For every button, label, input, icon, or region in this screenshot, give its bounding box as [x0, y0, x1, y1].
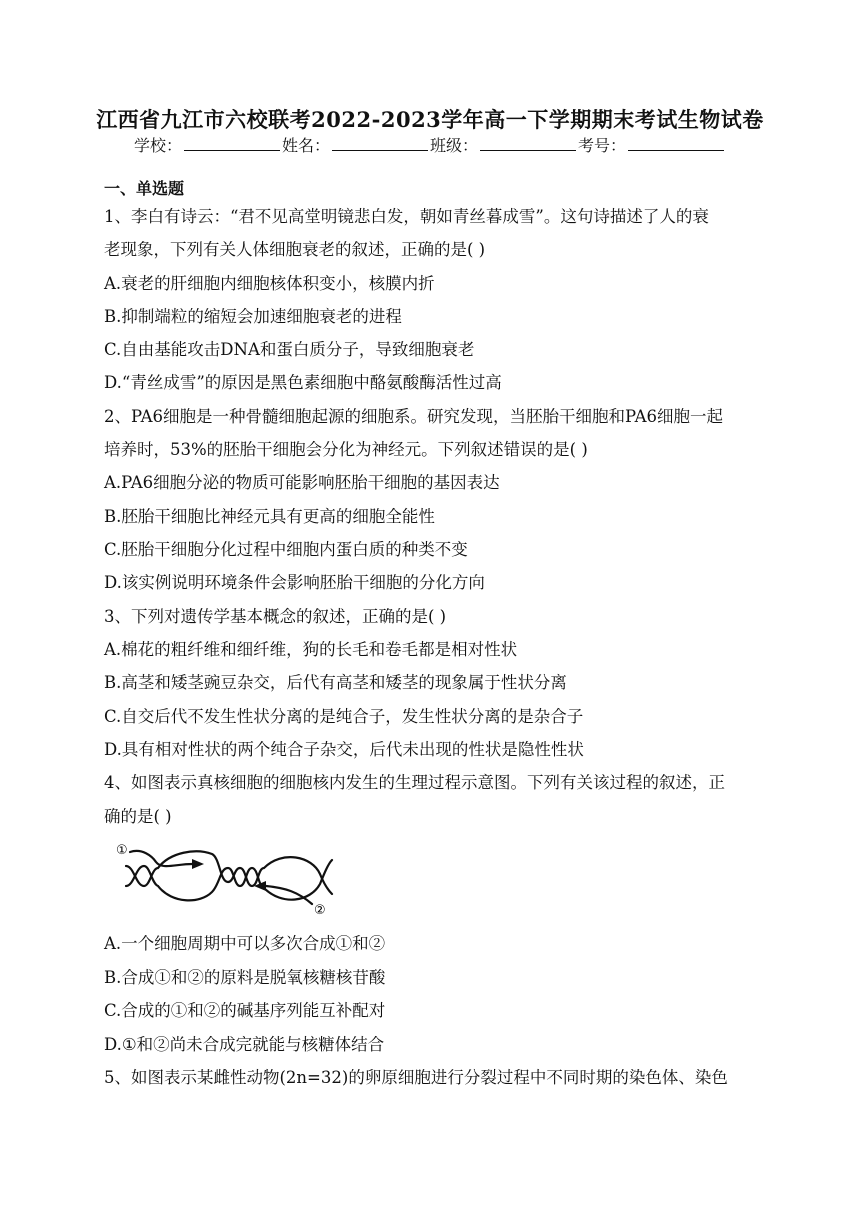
question-1-option-c: C.自由基能攻击DNA和蛋白质分子，导致细胞衰老 [104, 340, 475, 359]
dna-strand-a [126, 851, 332, 894]
label-2-marker: ② [314, 903, 326, 918]
question-3-stem: 3、下列对遗传学基本概念的叙述，正确的是( ) [104, 607, 447, 626]
dna-strand-b [126, 860, 332, 900]
question-5-stem-line-1: 5、如图表示某雌性动物(2n=32)的卵原细胞进行分裂过程中不同时期的染色体、染色 [104, 1068, 728, 1087]
exam-title: 江西省九江市六校联考2022-2023学年高一下学期期末考试生物试卷 [96, 107, 764, 132]
student-info-fields [0, 133, 860, 156]
question-3-option-b: B.高茎和矮茎豌豆杂交，后代有高茎和矮茎的现象属于性状分离 [104, 673, 567, 692]
question-1-stem-line-1: 1、李白有诗云：“君不见高堂明镜悲白发，朝如青丝暮成雪”。这句诗描述了人的衰 [104, 207, 709, 226]
question-3-option-c: C.自交后代不发生性状分离的是纯合子，发生性状分离的是杂合子 [104, 707, 584, 726]
question-2-option-d: D.该实例说明环境条件会影响胚胎干细胞的分化方向 [104, 573, 485, 592]
label-1-marker: ① [116, 843, 128, 858]
class-blank[interactable] [480, 136, 576, 151]
exam-number-label: 考号： [578, 136, 627, 155]
question-1-option-a: A.衰老的肝细胞内细胞核体积变小，核膜内折 [104, 274, 435, 293]
section-heading: 一、单选题 [104, 179, 185, 198]
question-2-stem-line-1: 2、PA6细胞是一种骨髓细胞起源的细胞系。研究发现，当胚胎干细胞和PA6细胞一起 [104, 407, 723, 426]
question-2-option-c: C.胚胎干细胞分化过程中细胞内蛋白质的种类不变 [104, 540, 468, 559]
question-4-stem-line-1: 4、如图表示真核细胞的细胞核内发生的生理过程示意图。下列有关该过程的叙述，正 [104, 773, 725, 792]
name-label: 姓名： [281, 136, 330, 155]
question-3-option-a: A.棉花的粗纤维和细纤维，狗的长毛和卷毛都是相对性状 [104, 640, 518, 659]
question-4-stem-line-2: 确的是( ) [104, 807, 172, 826]
question-4-option-b: B.合成①和②的原料是脱氧核糖核苷酸 [104, 968, 386, 987]
question-2-option-b: B.胚胎干细胞比神经元具有更高的细胞全能性 [104, 507, 435, 526]
question-1-option-d: D.“青丝成雪”的原因是黑色素细胞中酪氨酸酶活性过高 [104, 373, 502, 392]
question-1-stem-line-2: 老现象，下列有关人体细胞衰老的叙述，正确的是( ) [104, 240, 486, 259]
question-3-option-d: D.具有相对性状的两个纯合子杂交，后代未出现的性状是隐性性状 [104, 740, 584, 759]
question-4-option-d: D.①和②尚未合成完就能与核糖体结合 [104, 1035, 385, 1054]
question-1-option-b: B.抑制端粒的缩短会加速细胞衰老的进程 [104, 307, 402, 326]
exam-number-blank[interactable] [628, 136, 724, 151]
class-label: 班级： [430, 136, 479, 155]
school-label: 学校： [133, 136, 182, 155]
question-4-option-c: C.合成的①和②的碱基序列能互补配对 [104, 1001, 386, 1020]
transcription-diagram [116, 838, 336, 918]
name-blank[interactable] [332, 136, 428, 151]
school-blank[interactable] [184, 136, 280, 151]
arrow-head-1 [192, 859, 204, 869]
question-2-option-a: A.PA6细胞分泌的物质可能影响胚胎干细胞的基因表达 [104, 473, 500, 492]
question-4-option-a: A.一个细胞周期中可以多次合成①和② [104, 934, 386, 953]
question-2-stem-line-2: 培养时，53%的胚胎干细胞会分化为神经元。下列叙述错误的是( ) [104, 440, 588, 459]
